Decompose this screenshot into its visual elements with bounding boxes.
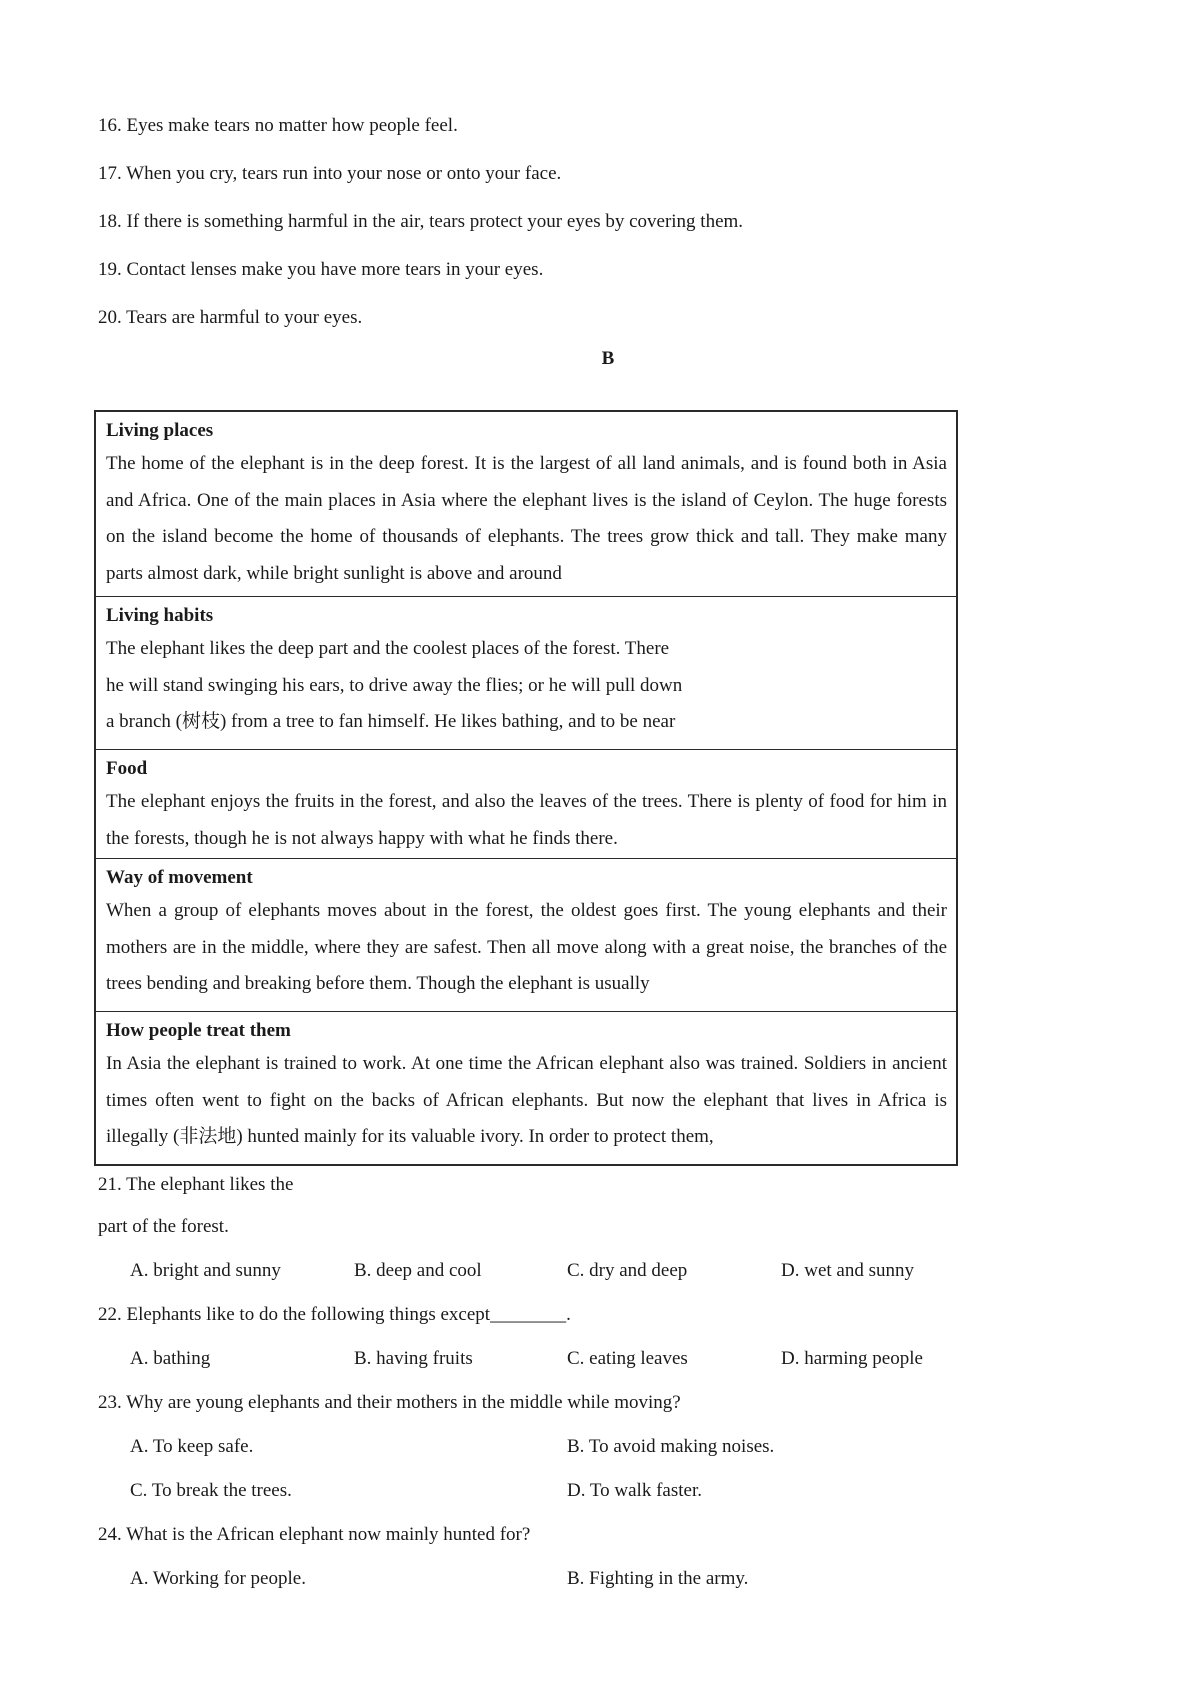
question-16: 16. Eyes make tears no matter how people feel. — [98, 115, 458, 136]
question-19: 19. Contact lenses make you have more tears in your eyes. — [98, 259, 544, 280]
option-22-d[interactable]: D. harming people — [781, 1348, 923, 1369]
section-label: B — [601, 348, 615, 369]
option-21-d[interactable]: D. wet and sunny — [781, 1260, 914, 1281]
option-21-c[interactable]: C. dry and deep — [567, 1260, 688, 1281]
option-23-d[interactable]: D. To walk faster. — [567, 1480, 702, 1501]
row-heading: Food — [106, 758, 148, 779]
table-row-way-of-movement — [96, 858, 956, 1011]
row-text-line: he will stand swinging his ears, to drive away the flies; or he will pull down — [106, 674, 683, 696]
option-24-b[interactable]: B. Fighting in the army. — [567, 1568, 749, 1589]
question-17: 17. When you cry, tears run into your nose or onto your face. — [98, 163, 562, 184]
row-text: The elephant enjoys the fruits in the forest, and also the leaves of the trees. There is plenty of food for him in the forests, though he is not always happy with what he finds there. — [106, 791, 947, 849]
row-text-line: a branch (树枝) from a tree to fan himself. He likes bathing, and to be near — [106, 711, 676, 732]
row-heading: Way of movement — [106, 867, 253, 888]
row-heading: Living places — [106, 420, 214, 441]
option-23-a[interactable]: A. To keep safe. — [130, 1436, 254, 1457]
question-23-stem: 23. Why are young elephants and their mothers in the middle while moving? — [98, 1392, 681, 1413]
option-23-b[interactable]: B. To avoid making noises. — [567, 1436, 775, 1457]
row-text: In Asia the elephant is trained to work. At one time the African elephant also was trained. Soldiers in ancient times often went to fight on the backs of African elephants. But now the elephant that lives in Africa is illegally (非法地) hunted mainly for its valuable ivory. In order to protect them, — [106, 1053, 947, 1147]
question-22-stem: 22. Elephants like to do the following things except________. — [98, 1304, 571, 1325]
table-row-how-people-treat-them — [96, 1011, 956, 1164]
option-22-c[interactable]: C. eating leaves — [567, 1348, 688, 1369]
question-21-stem-cont: part of the forest. — [98, 1216, 229, 1237]
question-18: 18. If there is something harmful in the air, tears protect your eyes by covering them. — [98, 211, 744, 232]
row-heading: Living habits — [106, 605, 214, 626]
row-text-line: The elephant likes the deep part and the coolest places of the forest. There — [106, 638, 670, 659]
question-20: 20. Tears are harmful to your eyes. — [98, 307, 363, 328]
row-text: When a group of elephants moves about in the forest, the oldest goes first. The young elephants and their mothers are in the middle, where they are safest. Then all move along with a great noise, the branches of the trees bending and breaking before them. Though the elephant is usually — [106, 900, 947, 994]
option-21-a[interactable]: A. bright and sunny — [130, 1260, 281, 1281]
table-row-living-habits — [96, 596, 956, 749]
table-row-food — [96, 749, 956, 858]
table-row-living-places — [96, 412, 956, 596]
option-23-c[interactable]: C. To break the trees. — [130, 1480, 292, 1501]
option-22-a[interactable]: A. bathing — [130, 1348, 211, 1369]
row-heading: How people treat them — [106, 1020, 291, 1041]
option-24-a[interactable]: A. Working for people. — [130, 1568, 306, 1589]
option-22-b[interactable]: B. having fruits — [354, 1348, 473, 1369]
option-21-b[interactable]: B. deep and cool — [354, 1260, 482, 1281]
question-21-stem: 21. The elephant likes the — [98, 1174, 294, 1195]
question-24-stem: 24. What is the African elephant now mainly hunted for? — [98, 1524, 531, 1545]
passage-table — [94, 410, 958, 1166]
row-text: The home of the elephant is in the deep forest. It is the largest of all land animals, and is found both in Asia and Africa. One of the main places in Asia where the elephant lives is the island of Ceylon. The huge forests on the island become the home of thousands of elephants. The trees grow thick and tall. They make many parts almost dark, while bright sunlight is above and around — [106, 453, 947, 584]
